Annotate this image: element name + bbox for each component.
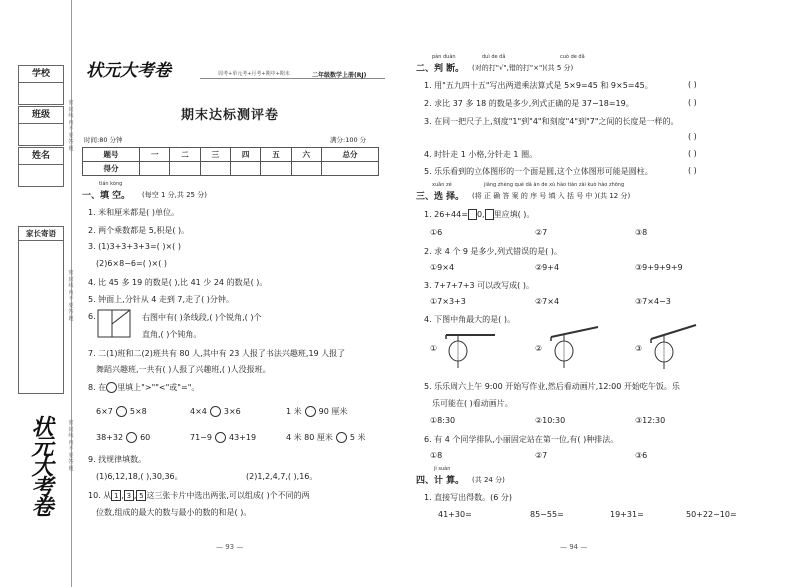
s2-blank[interactable]: ( ) — [688, 149, 697, 158]
s1-q8-text-b: 里填上">""<"或"="。 — [117, 383, 200, 392]
score-cell: 总分 — [321, 148, 378, 162]
s1-q9a: (1)6,12,18,( ),30,36。 — [96, 472, 183, 481]
s1-q3b: (2)6×8−6=( )×( ) — [96, 259, 167, 268]
s1-q10c: 位数,组成的最大的数与最小的数的和是( )。 — [96, 508, 252, 517]
number-card: 5 — [136, 490, 146, 501]
s1-q10: 10. 从 1 , 3 , 5 这三张卡片中选出两张,可以组成( )个不同的两 — [88, 491, 310, 500]
s3-q1 — [424, 209, 534, 220]
s1-q7a: 7. 二(1)班和二(2)班共有 80 人,其中有 23 人报了书法兴趣班,19 人报了 — [88, 349, 346, 358]
score-input-cell[interactable] — [230, 162, 260, 176]
section3-pinyin: xuǎn zé — [432, 182, 452, 188]
s3-q3: 3. 7+7+7+3 可以改写成( )。 — [424, 281, 534, 290]
s3-q3-option[interactable]: ②7×4 — [535, 297, 560, 306]
parent-notes-title: 家长寄语 — [19, 227, 63, 241]
lantern-angle-icon — [648, 323, 702, 371]
s1-q8 — [88, 382, 199, 393]
compare-item — [96, 406, 147, 417]
parent-notes-box[interactable] — [18, 226, 64, 394]
score-input-cell[interactable] — [140, 162, 170, 176]
s3-q2-option[interactable]: ③9+9+9+9 — [635, 263, 683, 272]
s1-q8-text-a: 8. 在 — [88, 383, 107, 392]
school-field[interactable] — [18, 83, 64, 105]
blank-circle-icon — [106, 382, 117, 393]
sidebar-brand-logo: 状元大考卷 — [28, 415, 54, 515]
s1-q4: 4. 比 45 多 19 的数是( ),比 41 少 24 的数是( )。 — [88, 278, 268, 287]
section3-note: (将 正 确 答 案 的 序 号 填 入 括 号 中 )(共 12 分) — [472, 192, 631, 200]
compare-item — [190, 406, 241, 417]
score-cell: 一 — [140, 148, 170, 162]
compare-circle-input[interactable] — [336, 432, 347, 443]
section1-heading: 一、填 空。 — [82, 191, 131, 201]
number-card: 1 — [111, 490, 121, 501]
s3-q1-option[interactable]: ①6 — [430, 228, 443, 237]
header-brand-logo: 状元大考卷 — [86, 61, 171, 81]
section2-pinyin: pàn duàn — [432, 54, 456, 60]
s3-q1-text-a: 1. 26+44= — [424, 210, 468, 219]
blank-square-input[interactable] — [468, 209, 477, 220]
s3-q5a: 5. 乐乐周六上午 9:00 开始写作业,然后看动画片,12:00 开始吃午饭。乐 — [424, 382, 680, 391]
s3-q5b: 乐可能在( )看动画片。 — [432, 399, 513, 408]
score-cell: 六 — [291, 148, 321, 162]
compare-left: 38+32 — [96, 433, 124, 442]
compare-right: 5×8 — [129, 407, 147, 416]
class-label: 班级 — [18, 106, 64, 124]
section2-note: (对的打"√",错的打"×")(共 5 分) — [472, 64, 574, 72]
score-input-cell[interactable] — [200, 162, 230, 176]
score-input-cell[interactable] — [321, 162, 378, 176]
compare-left: 6×7 — [96, 407, 113, 416]
compare-right: 90 厘米 — [318, 407, 348, 416]
calc-item[interactable]: 41+30= — [438, 510, 472, 519]
s3-q2: 2. 求 4 个 9 是多少,列式错误的是( )。 — [424, 247, 562, 256]
score-cell: 题号 — [83, 148, 140, 162]
s2-blank[interactable]: ( ) — [688, 98, 697, 107]
s2-item: 5. 乐乐看到的立体图形的一个面是圆,这个立体图形可能是圆柱。 — [424, 167, 653, 176]
header-series: 周考+单元考+月考+期中+期末 — [218, 71, 290, 77]
section4-pinyin: jì suàn — [434, 466, 451, 472]
class-field[interactable] — [18, 124, 64, 146]
score-table-score-row — [83, 162, 379, 176]
s3-q1-option[interactable]: ③8 — [635, 228, 648, 237]
s3-q2-option[interactable]: ①9×4 — [430, 263, 455, 272]
name-field[interactable] — [18, 165, 64, 187]
compare-item — [286, 432, 366, 443]
s3-q3-option[interactable]: ③7×4−3 — [635, 297, 671, 306]
score-cell: 二 — [170, 148, 200, 162]
s3-q5-option[interactable]: ②10:30 — [535, 416, 566, 425]
s1-q6-number: 6. — [88, 312, 96, 321]
score-table-header-row — [83, 148, 379, 162]
section4-note: (共 24 分) — [472, 476, 505, 484]
s3-q5-option[interactable]: ①8:30 — [430, 416, 456, 425]
section4-heading: 四、计 算。 — [416, 476, 465, 486]
s1-q6b: 直角,( )个钝角。 — [142, 330, 202, 339]
s3-q4: 4. 下图中角最大的是( )。 — [424, 315, 515, 324]
s2-item: 1. 用"五九四十五"写出两道乘法算式是 5×9=45 和 9×5=45。 — [424, 81, 653, 90]
calc-item[interactable]: 19+31= — [610, 510, 644, 519]
header-grade: 二年级数学上册(RJ) — [312, 72, 367, 79]
angle-figure-icon — [97, 309, 133, 339]
s1-q9: 9. 找规律填数。 — [88, 455, 147, 464]
score-input-cell[interactable] — [261, 162, 291, 176]
s1-q2: 2. 两个乘数都是 5,积是( )。 — [88, 226, 190, 235]
seal-note-bottom: 密封线内不要答题 — [68, 420, 74, 472]
s3-q1-text-c: 里应填( )。 — [493, 210, 535, 219]
school-label: 学校 — [18, 65, 64, 83]
s3-q5-option[interactable]: ③12:30 — [635, 416, 666, 425]
seal-note-middle: 密封线内不要答题 — [68, 270, 74, 322]
name-label: 姓名 — [18, 147, 64, 165]
compare-circle-input[interactable] — [116, 406, 127, 417]
compare-right: 60 — [140, 433, 151, 442]
page-number-right: — 94 — — [560, 543, 588, 551]
s3-q6-option[interactable]: ①8 — [430, 451, 443, 460]
section3-pinyin-2: jiāng zhèng què dá àn de xù hào tián zài kuò hào zhōng — [484, 182, 625, 188]
s2-item: 3. 在同一把尺子上,刻度"1"到"4"和刻度"4"到"7"之间的长度是一样的。 — [424, 117, 679, 126]
s1-q3a: 3. (1)3+3+3+3=( )×( ) — [88, 242, 181, 251]
s3-q4-option[interactable]: ③ — [635, 344, 643, 353]
score-input-cell[interactable] — [291, 162, 321, 176]
section2-heading: 二、判 断。 — [416, 64, 465, 74]
calc-item[interactable]: 85−55= — [530, 510, 564, 519]
s3-q6: 6. 有 4 个同学排队,小丽固定站在第一位,有( )种排法。 — [424, 435, 619, 444]
number-card: 3 — [124, 490, 134, 501]
s3-q6-option[interactable]: ③6 — [635, 451, 648, 460]
s2-blank[interactable]: ( ) — [688, 80, 697, 89]
compare-left: 71−9 — [190, 433, 212, 442]
compare-right: 3×6 — [223, 407, 241, 416]
s3-q4-option[interactable]: ② — [535, 344, 543, 353]
compare-item — [286, 406, 347, 417]
s1-q10-text-a: 10. 从 — [88, 491, 112, 500]
s2-item: 4. 时针走 1 小格,分针走 1 圈。 — [424, 150, 538, 159]
compare-left: 4×4 — [190, 407, 207, 416]
compare-circle-input[interactable] — [210, 406, 221, 417]
s3-q1-option[interactable]: ②7 — [535, 228, 548, 237]
seal-note-top: 密封线内不要答题 — [68, 100, 74, 152]
s1-q6a: 右图中有( )条线段,( )个锐角,( )个 — [142, 313, 262, 322]
s2-blank[interactable]: ( ) — [688, 166, 697, 175]
lantern-angle-icon — [548, 325, 602, 371]
calc-item[interactable]: 50+22−10= — [686, 510, 737, 519]
exam-title: 期末达标测评卷 — [180, 108, 279, 123]
compare-circle-input[interactable] — [305, 406, 316, 417]
section2-pinyin-2: duì de dǎ — [482, 54, 506, 60]
blank-square-icon — [485, 209, 494, 220]
exam-time: 时间:80 分钟 — [84, 136, 123, 144]
compare-item — [190, 432, 256, 443]
compare-left: 4 米 80 厘米 — [286, 433, 333, 442]
compare-circle-input[interactable] — [215, 432, 226, 443]
compare-left: 1 米 — [286, 407, 302, 416]
s3-q6-option[interactable]: ②7 — [535, 451, 548, 460]
compare-right: 5 米 — [349, 433, 366, 442]
s2-item: 2. 求比 37 多 18 的数是多少,列式正确的是 37−18=19。 — [424, 99, 634, 108]
s1-q1: 1. 米和厘米都是( )单位。 — [88, 208, 179, 217]
section1-note: (每空 1 分,共 25 分) — [142, 191, 207, 199]
s1-q7b: 舞蹈兴趣班,一共有( )人报了兴趣班,( )人没报班。 — [96, 365, 271, 374]
section2-pinyin-3: cuò de dǎ — [560, 54, 585, 60]
compare-circle-input[interactable] — [126, 432, 137, 443]
compare-right: 43+19 — [228, 433, 257, 442]
page-number-left: — 93 — — [216, 543, 244, 551]
section3-heading: 三、选 择。 — [416, 192, 465, 202]
s3-q3-option[interactable]: ①7×3+3 — [430, 297, 466, 306]
section1-pinyin: tián kòng — [99, 181, 123, 187]
exam-full-score: 满分:100 分 — [330, 136, 367, 144]
s3-q2-option[interactable]: ②9+4 — [535, 263, 560, 272]
score-input-cell[interactable] — [170, 162, 200, 176]
s1-q10-text-b: 这三张卡片中选出两张,可以组成( )个不同的两 — [146, 491, 310, 500]
s1-q5: 5. 钟面上,分针从 4 走到 7,走了( )分钟。 — [88, 295, 234, 304]
s3-q4-option[interactable]: ① — [430, 344, 438, 353]
s2-blank[interactable]: ( ) — [688, 132, 697, 141]
score-cell: 五 — [261, 148, 291, 162]
lantern-angle-icon — [443, 327, 497, 371]
score-cell: 得分 — [83, 162, 140, 176]
score-table — [82, 147, 379, 176]
compare-item — [96, 432, 150, 443]
s1-q9b: (2)1,2,4,7,( ),16。 — [246, 472, 318, 481]
s4-q1: 1. 直接写出得数。(6 分) — [424, 493, 513, 502]
score-cell: 三 — [200, 148, 230, 162]
s3-q1-text-b: 0, — [476, 210, 485, 219]
score-cell: 四 — [230, 148, 260, 162]
